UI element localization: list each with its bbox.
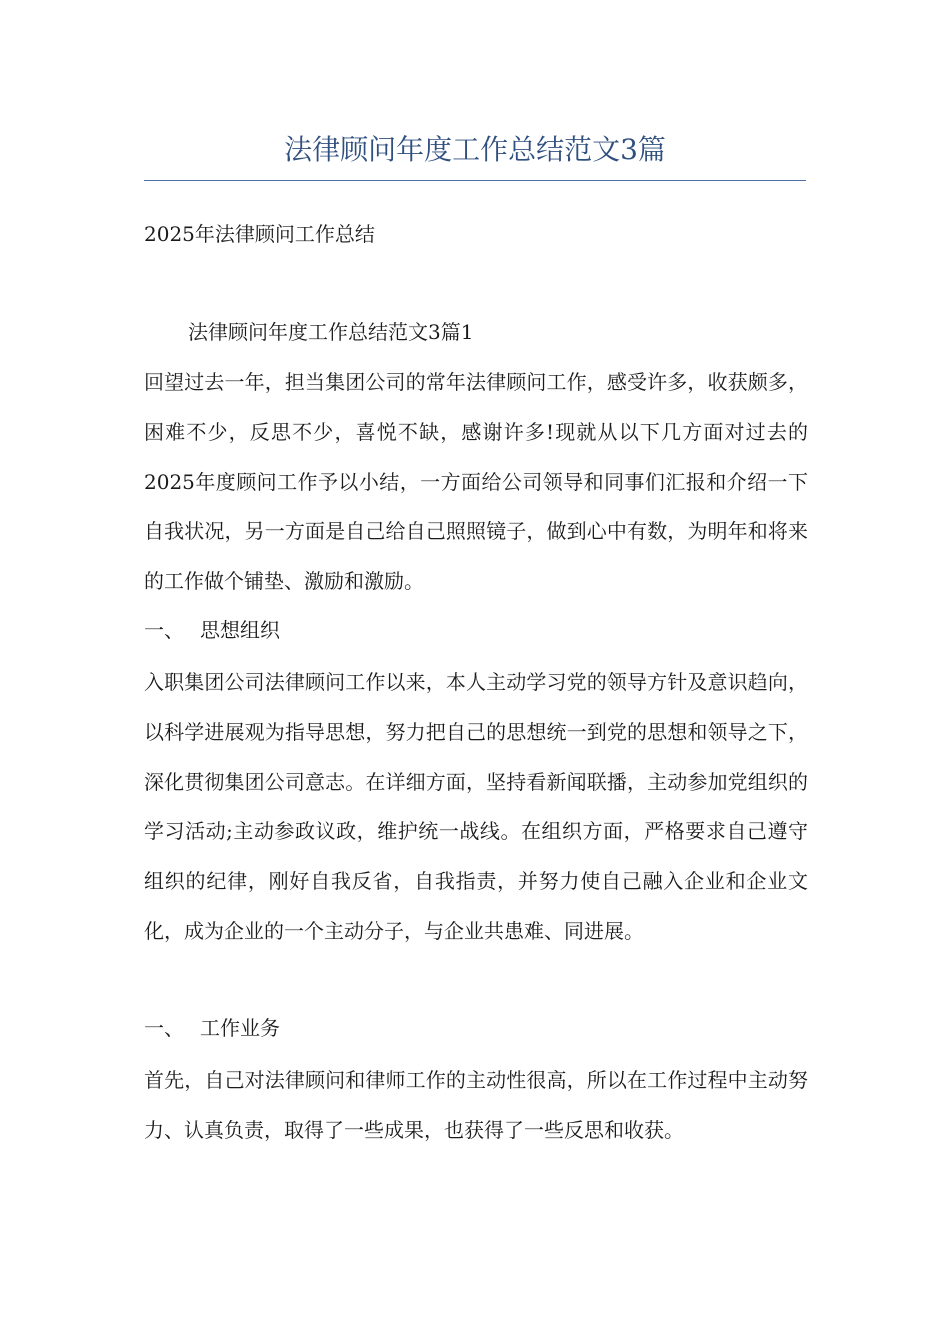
outline-number: 一、 bbox=[144, 1016, 184, 1040]
outline-label: 工作业务 bbox=[200, 1016, 280, 1040]
document-subtitle: 2025年法律顾问工作总结 bbox=[144, 222, 375, 246]
outline-label: 思想组织 bbox=[200, 618, 280, 642]
outline-number: 一、 bbox=[144, 618, 184, 642]
outline-heading-work bbox=[144, 1012, 280, 1044]
section-heading: 法律顾问年度工作总结范文3篇1 bbox=[188, 320, 474, 344]
document-title: 法律顾问年度工作总结范文3篇 bbox=[284, 133, 666, 166]
paragraph-intro: 回望过去一年，担当集团公司的常年法律顾问工作，感受许多，收获颇多，困难不少，反思不少，喜悦不缺，感谢许多!现就从以下几方面对过去的2025年度顾问工作予以小结，一方面给公司领导和同事们汇报和介绍一下自我状况，另一方面是自己给自己照照镜子，做到心中有数，为明年和将来的工作做个铺垫、激励和激励。 bbox=[144, 370, 808, 594]
paragraph-work: 首先，自己对法律顾问和律师工作的主动性很高，所以在工作过程中主动努力、认真负责，取得了一些成果，也获得了一些反思和收获。 bbox=[144, 1068, 808, 1142]
paragraph-thought: 入职集团公司法律顾问工作以来，本人主动学习党的领导方针及意识趋向，以科学进展观为指导思想，努力把自己的思想统一到党的思想和领导之下，深化贯彻集团公司意志。在详细方面，坚持看新闻联播，主动参加党组织的学习活动;主动参政议政，维护统一战线。在组织方面，严格要求自己遵守组织的纪律，刚好自我反省，自我指责，并努力使自己融入企业和企业文化，成为企业的一个主动分子，与企业共患难、同进展。 bbox=[144, 670, 808, 943]
title-underline bbox=[144, 180, 806, 181]
outline-heading-thought bbox=[144, 614, 280, 646]
